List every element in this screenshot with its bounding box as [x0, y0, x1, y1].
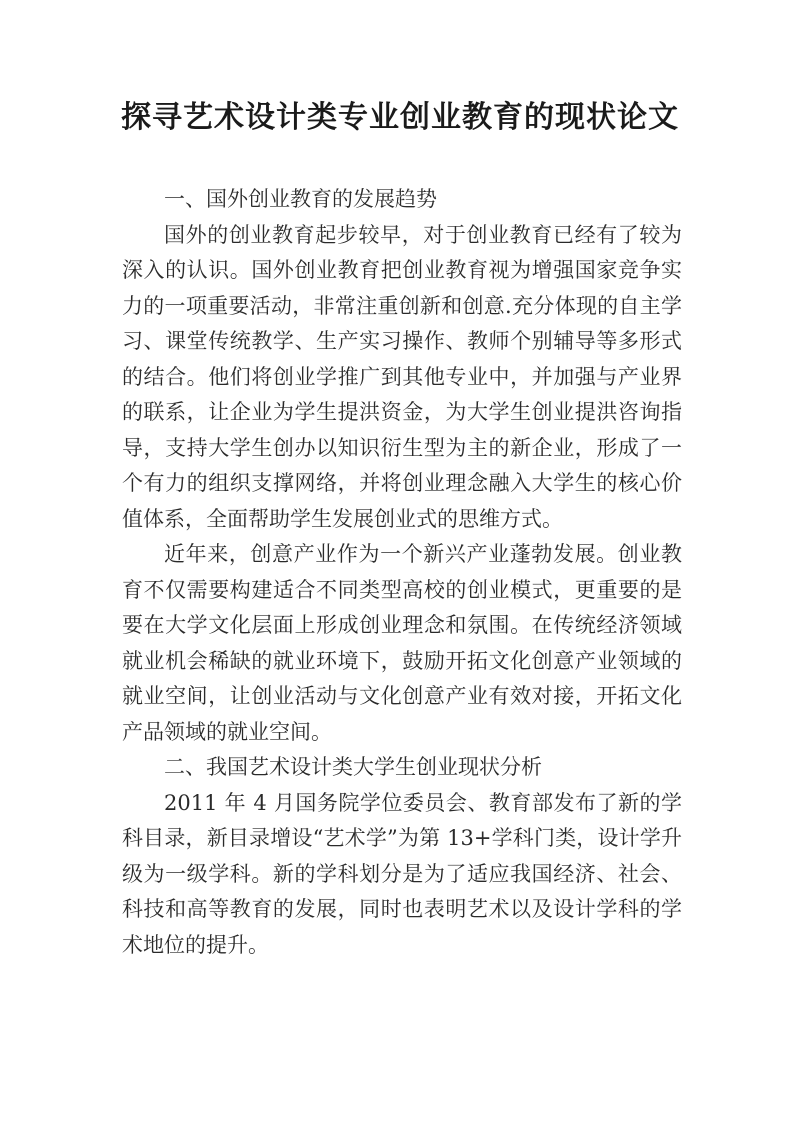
section-1-paragraph-2: 近年来，创意产业作为一个新兴产业蓬勃发展。创业教育不仅需要构建适合不同类型高校的创业模式，更重要的是要在大学文化层面上形成创业理念和氛围。在传统经济领域就业机会稀缺的就业环境下，鼓励开拓文化创意产业领域的就业空间，让创业活动与文化创意产业有效对接，开拓文化产品领域的就业空间。 [122, 542, 682, 744]
section-2-paragraph-1: 2011 年 4 月国务院学位委员会、教育部发布了新的学科目录，新目录增设“艺术学”为第 13+学科门类，设计学升级为一级学科。新的学科划分是为了适应我国经济、社会、科技和高等教育的发展，同时也表明艺术以及设计学科的学术地位的提升。 [122, 790, 682, 957]
section-1-paragraph-1: 国外的创业教育起步较早，对于创业教育已经有了较为深入的认识。国外创业教育把创业教育视为增强国家竞争实力的一项重要活动，非常注重创新和创意.充分体现的自主学习、课堂传统教学、生产实习操作、教师个别辅导等多形式的结合。他们将创业学推广到其他专业中，并加强与产业界的联系，让企业为学生提洪资金，为大学生创业提洪咨询指导，支持大学生创办以知识衍生型为主的新企业，形成了一个有力的组织支撑网络，并将创业理念融入大学生的核心价值体系，全面帮助学生发展创业式的思维方式。 [122, 222, 682, 531]
section-heading-1: 一、国外创业教育的发展趋势 [164, 187, 437, 211]
document-title: 探寻艺术设计类专业创业教育的现状论文 [121, 100, 679, 135]
document-body [122, 182, 682, 963]
section-heading-2: 二、我国艺术设计类大学生创业现状分析 [164, 755, 542, 779]
